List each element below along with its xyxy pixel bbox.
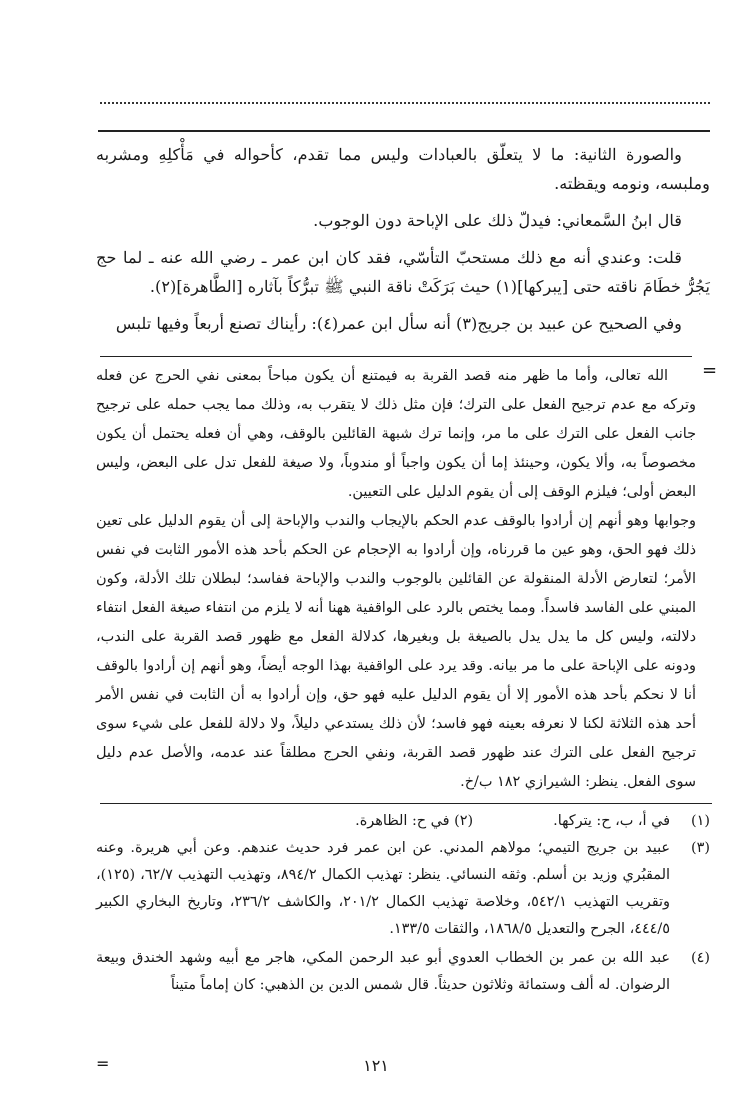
footnote: [96, 945, 710, 999]
footnote-text: عبيد بن جريج التيمي؛ مولاهم المدني. عن ابن عمر فرد حديث عندهم. وعن أبي هريرة. وعنه المقبُري وزيد بن أسلم. وثقه النسائي. ينظر: تهذيب الكمال ٨٩٤/٢، وتهذيب التهذيب ٦٢/٧، (١٢٥)، وتقريب التهذيب ٥٤٢/١، وخلاصة تهذيب الكمال ٢٠١/٢، والكاشف ٢٣٦/٢، وتاريخ البخاري الكبير ٤٤٤/٥، الجرح والتعديل ١٨٦٨/٥، والثقات ١٣٣/٥.: [96, 840, 670, 937]
commentary-text: [96, 362, 696, 797]
commentary-paragraph: وجوابها وهو أنهم إن أرادوا بالوقف عدم الحكم بالإيجاب والندب والإباحة إلى أن يقوم الدليل على تعين ذلك فهو الحق، وهو عين ما قررناه، وإن أرادوا به الإحجام عن الحكم بأحد هذه الأمور الثابت في نفس الأمر؛ لتعارض الأدلة المنقولة عن القائلين بالوجوب والندب والإباحة ففاسد؛ لبطلان تلك الأدلة، وكون المبني على الفاسد فاسداً. ومما يختص بالرد على الواقفية ههنا أنه لا يلزم من انتفاء صيغة الفعل انتفاء دلالته، وليس كل ما يدل يدل بالصيغة بل وبغيرها، كدلالة الفعل مع ظهور قصد القربة على الندب، ودونه على الإباحة على ما مر بيانه. وقد يرد على الواقفية بهذا الوجه أيضاً، وهو أنهم إن أرادوا بالوقف أنا لا نحكم بأحد هذه الأمور إلا أن يقوم الدليل عليه فهو حق، وإن أرادوا به أن الثابت في نفس الأمر أحد هذه الثلاثة لكنا لا نعرفه بعينه فهو فاسد؛ لأن ذلك يستدعي دليلاً، ولا دلالة للفعل على شيء سوى ترجيح الفعل على الترك عند ظهور قصد القربة، ونفي الحرج مطلقاً عند عدمه، والأصل عدم دليل سوى الفعل. ينظر: الشيرازي ١٨٢ ب/خ.: [96, 513, 696, 790]
commentary-paragraph: الله تعالى، وأما ما ظهر منه قصد القربة به فيمتنع أن يكون مباحاً بمعنى نفي الحرج عن فعله وتركه مع عدم ترجيح الفعل على الترك؛ فإن مثل ذلك لا يتقرب به، وذلك مما يجب حمله على ترجيح جانب الفعل على الترك على ما مر، وإنما ترك شبهة القائلين بالوقف، وهي أن فعله يحتمل أن يكون مخصوصاً به، وألا يكون، وحينئذ إما أن يكون واجباً أو مندوباً، ولا صيغة للفعل تدل على البعض، وليس البعض أولى؛ فيلزم الوقف إلى أن يقوم الدليل على التعيين.: [96, 368, 696, 500]
footnote-text: في أ، ب، ح: يتركها.: [553, 813, 670, 829]
header-dotted-line: [100, 88, 710, 104]
footnote-text: عبد الله بن عمر بن الخطاب العدوي أبو عبد الرحمن المكي، هاجر مع أبيه وشهد الخندق وبيعة الرضوان. له ألف وستمائة وثلاثون حديثاً. قال شمس الدين بن الذهبي: كان إماماً متيناً: [96, 950, 670, 993]
main-paragraph: قلت: وعندي أنه مع ذلك مستحبّ التأسّي، فقد كان ابن عمر ـ رضي الله عنه ـ لما حج يَجُرُّ خطَامَ ناقته حتى [يبركها](١) حيث بَرَكَتْ ناقة النبي ﷺ تبرُّكاً بآثاره [الطَّاهرة](٢).: [96, 248, 710, 296]
footnotes: [96, 808, 710, 1001]
page-number: ١٢١: [363, 1056, 389, 1075]
continuation-mark-bottom: =: [96, 1054, 110, 1073]
footnote-number: (٣): [691, 840, 710, 856]
footnote-row: [96, 808, 710, 835]
footnote-text: في ح: الظاهرة.: [355, 813, 450, 829]
footnote-number: (٤): [691, 950, 710, 966]
main-text: [96, 140, 710, 346]
footnotes-rule: [100, 803, 712, 804]
main-paragraph: والصورة الثانية: ما لا يتعلّق بالعبادات وليس مما تقدم، كأحواله في مَأْكلِهِ ومشربه وملبسه، ونومه ويقظته.: [96, 145, 710, 193]
main-paragraph: وفي الصحيح عن عبيد بن جريج(٣) أنه سأل ابن عمر(٤): رأيناك تصنع أربعاً وفيها تلبس: [115, 314, 682, 333]
footnote-number: (١): [691, 813, 710, 829]
main-paragraph: قال ابنُ السَّمعاني: فيدلّ ذلك على الإباحة دون الوجوب.: [313, 211, 682, 230]
top-rule: [98, 130, 710, 132]
footnote: [96, 835, 710, 943]
commentary-rule: [100, 356, 692, 357]
continuation-mark-top: =: [702, 360, 718, 381]
footnote-number: (٢): [454, 813, 474, 829]
